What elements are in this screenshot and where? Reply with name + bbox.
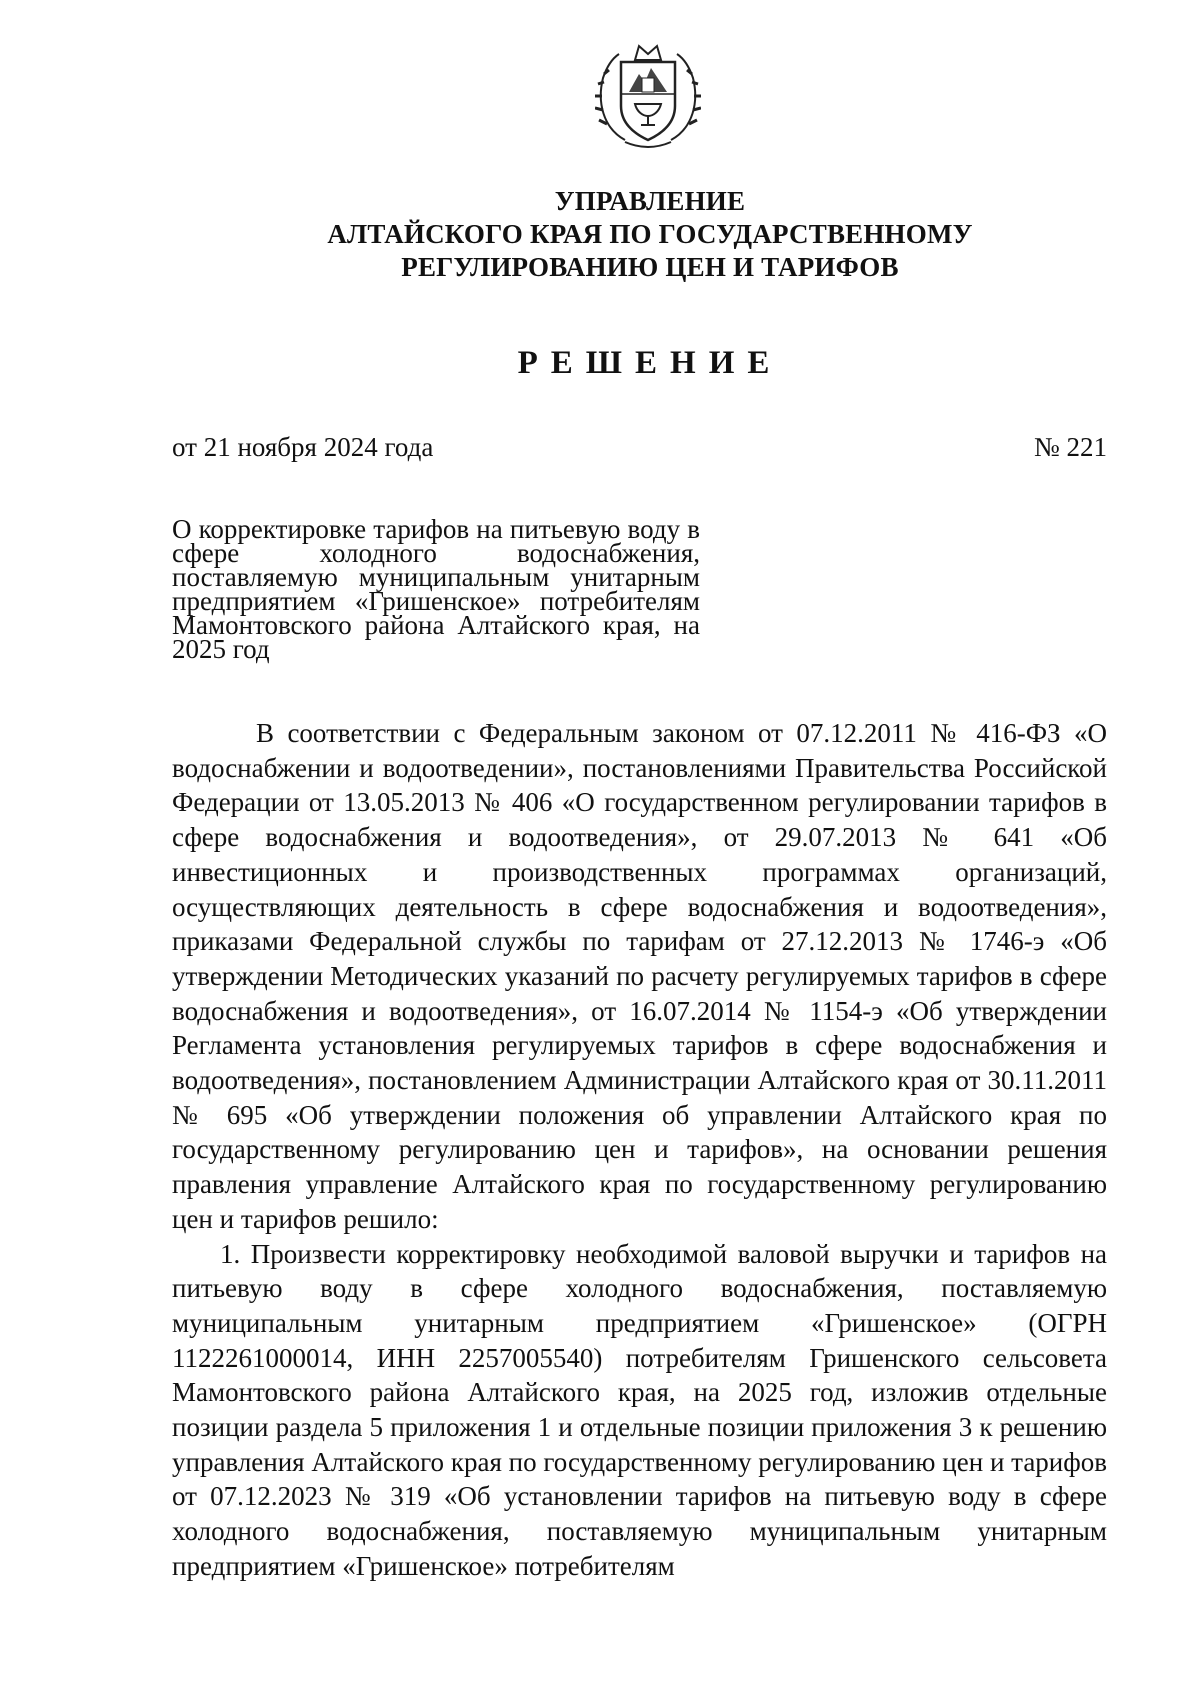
point-1-paragraph: 1. Произвести корректировку необходимой валовой выручки и тарифов на питьевую воду в сфере холодного водоснабжения, поставляемую муниципальным унитарным предприятием «Гришенское» (ОГРН 1122261000014, ИНН 2257005540) потребителям Гришенского сельсовета Мамонтовского района Алтайского края, на 2025 год, изложив отдельные позиции раздела 5 приложения 1 и отдельные позиции приложения 3 к решению управления Алтайского края по государственному регулированию цен и тарифов от 07.12.2023 № 319 «Об установлении тарифов на питьевую воду в сфере холодного водоснабжения, поставляемую муниципальным унитарным предприятием «Гришенское» потребителям bbox=[172, 1238, 1107, 1581]
org-header-line-2: АЛТАЙСКОГО КРАЯ ПО ГОСУДАРСТВЕННОМУ bbox=[327, 219, 973, 249]
document-date: от 21 ноября 2024 года bbox=[172, 432, 434, 462]
org-header-line-3: РЕГУЛИРОВАНИЮ ЦЕН И ТАРИФОВ bbox=[401, 252, 899, 282]
organization-header bbox=[0, 185, 1200, 284]
document-number: № 221 bbox=[1033, 432, 1107, 462]
preamble-paragraph: В соответствии с Федеральным законом от 07.12.2011 № 416-ФЗ «О водоснабжении и водоотведении», постановлениями Правительства Российской Федерации от 13.05.2013 № 406 «О государственном регулировании тарифов в сфере водоснабжения и водоотведения», от 29.07.2013 № 641 «Об инвестиционных и производственных программах организаций, осуществляющих деятельность в сфере водоснабжения и водоотведения», приказами Федеральной службы по тарифам от 27.12.2013 № 1746-э «Об утверждении Методических указаний по расчету регулируемых тарифов в сфере водоснабжения и водоотведения», от 16.07.2014 № 1154-э «Об утверждении Регламента установления регулируемых тарифов в сфере водоснабжения и водоотведения», постановлением Администрации Алтайского края от 30.11.2011 № 695 «Об утверждении положения об управлении Алтайского края по государственному регулированию цен и тарифов», на основании решения правления управление Алтайского края по государственному регулированию цен и тарифов решило: bbox=[172, 718, 1107, 1234]
document-body bbox=[172, 716, 1107, 1584]
org-header-line-1: УПРАВЛЕНИЕ bbox=[554, 186, 746, 216]
coat-of-arms-icon bbox=[595, 36, 701, 152]
document-subject: О корректировке тарифов на питьевую воду в сфере холодного водоснабжения, поставляемую муниципальным унитарным предприятием «Гришенское» потребителям Мамонтовского района Алтайского края, на 2025 год bbox=[172, 514, 700, 664]
document-title: РЕШЕНИЕ bbox=[517, 345, 783, 381]
